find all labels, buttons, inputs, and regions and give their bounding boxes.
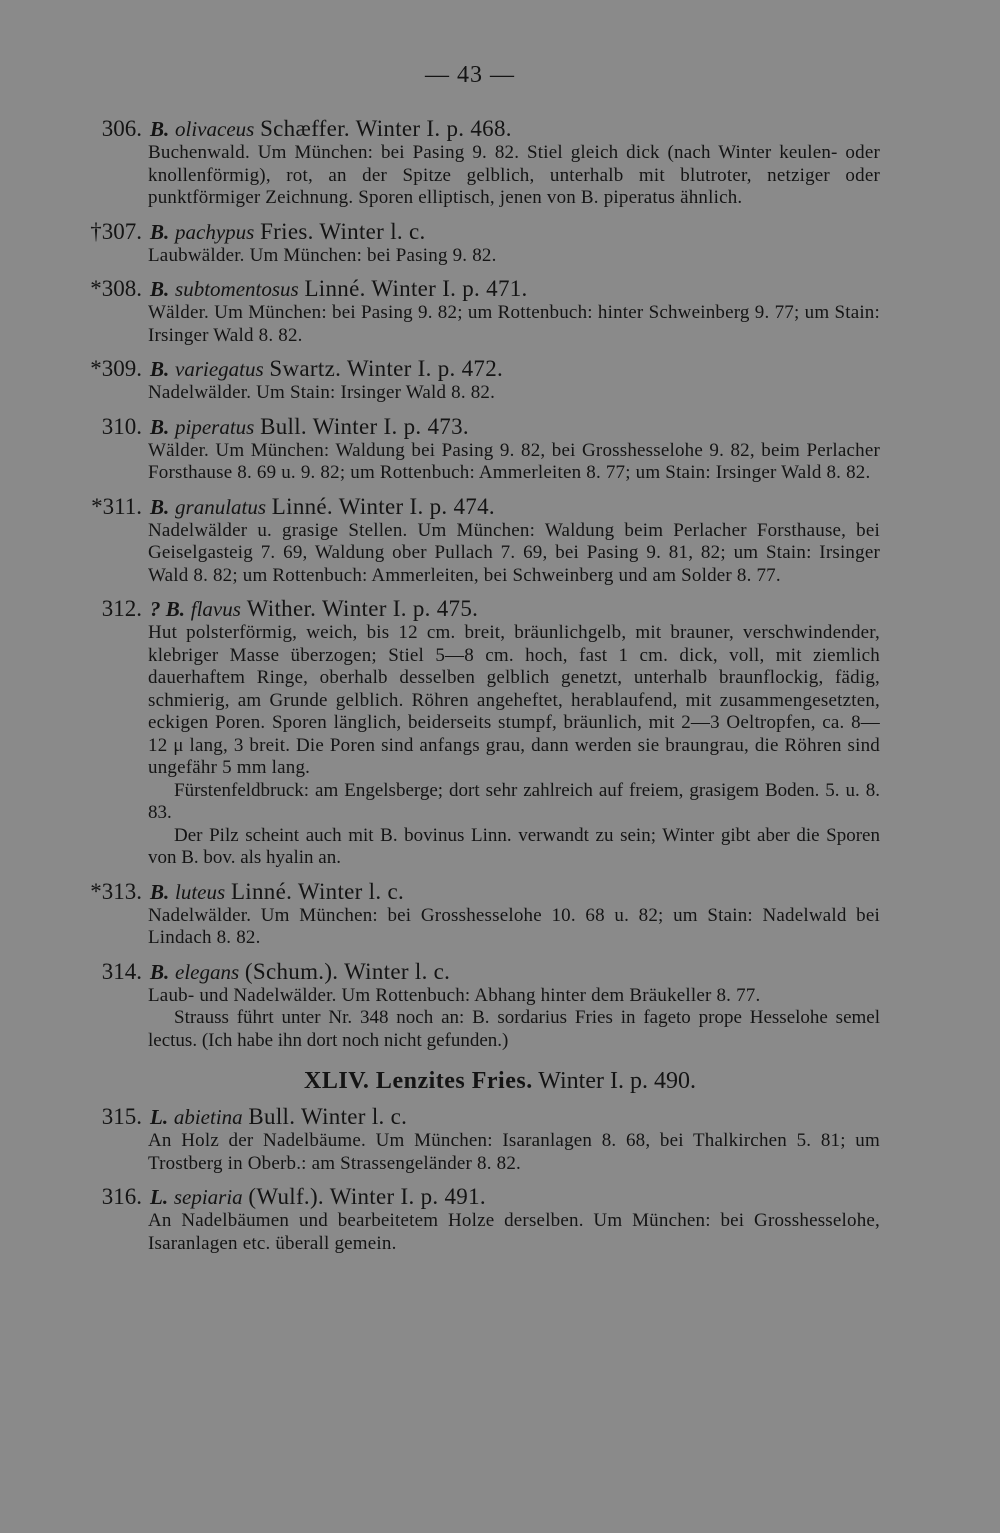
entry-heading xyxy=(80,959,880,985)
entry-number: †307. xyxy=(90,218,142,244)
species-entry xyxy=(80,959,880,1053)
entry-number: 316. xyxy=(101,1184,142,1209)
entry-number: *313. xyxy=(90,878,142,904)
author-name: (Schum.). xyxy=(244,958,339,984)
author-name: Linné. xyxy=(271,493,333,519)
literature-reference: Winter I. p. 471. xyxy=(371,276,528,301)
author-name: Swartz. xyxy=(269,356,342,381)
author-name: Wither. xyxy=(246,596,317,621)
literature-reference: Winter l. c. xyxy=(319,218,426,244)
literature-reference: Winter l. c. xyxy=(301,1104,408,1129)
species-epithet: abietina xyxy=(173,1105,243,1129)
species-entry xyxy=(80,1104,880,1175)
entry-description: Wälder. Um München: Waldung bei Pasing 9. 82, bei Grosshesselohe 9. 82, beim Perlacher Forsthause 8. 69 u. 9. 82; um Rottenbuch: Ammerleiten 8. 77; um Stain: Irsinger Wald 8. 82. xyxy=(148,439,880,483)
species-epithet: variegatus xyxy=(175,357,264,381)
genus-abbrev: ? B. xyxy=(150,597,186,621)
author-name: Linné. xyxy=(230,878,293,904)
literature-reference: Winter l. c. xyxy=(344,958,451,984)
entry-number: 315. xyxy=(101,1104,142,1129)
entry-heading xyxy=(80,879,880,905)
section-heading xyxy=(120,1066,880,1096)
species-entry xyxy=(80,494,880,588)
genus-abbrev: B. xyxy=(150,277,170,301)
entry-number: *309. xyxy=(90,356,142,381)
author-name: Linné. xyxy=(304,276,366,301)
entry-heading xyxy=(80,596,880,622)
author-name: Fries. xyxy=(260,218,314,244)
genus-abbrev: B. xyxy=(150,414,170,439)
species-epithet: olivaceus xyxy=(175,117,255,141)
entry-number: 310. xyxy=(101,413,142,439)
species-entry xyxy=(80,356,880,405)
author-name: Schæffer. xyxy=(260,116,350,141)
entry-description: Nadelwälder u. grasige Stellen. Um München: Waldung beim Perlacher Forsthause, bei Geiselgasteig 7. 69, Waldung ober Pullach 7. 69, bei Pasing 9. 81, 82; um Stain: Irsinger Wald 8. 82; um Rottenbuch: Ammerleiten, bei Schweinberg und am Solder 8. 77. xyxy=(148,519,880,586)
literature-reference: Winter I. p. 472. xyxy=(346,356,504,381)
literature-reference: Winter I. p. 468. xyxy=(355,116,512,141)
entry-heading xyxy=(80,494,880,520)
entry-heading xyxy=(80,116,880,142)
species-epithet: luteus xyxy=(175,879,226,904)
species-entry xyxy=(80,276,880,347)
species-epithet: granulatus xyxy=(175,494,267,519)
species-entry xyxy=(80,879,880,950)
entry-description: Fürstenfeldbruck: am Engelsberge; dort sehr zahlreich auf freiem, grasigem Boden. 5. u. 8. 83. xyxy=(148,779,880,823)
literature-reference: Winter l. c. xyxy=(297,878,405,904)
entry-description: Laubwälder. Um München: bei Pasing 9. 82. xyxy=(148,244,497,266)
species-entry xyxy=(80,219,880,268)
entry-number: *311. xyxy=(91,493,142,519)
entry-heading xyxy=(80,276,880,302)
entry-heading xyxy=(80,1184,880,1210)
species-entry xyxy=(80,414,880,485)
entry-heading xyxy=(80,356,880,382)
entry-description: Der Pilz scheint auch mit B. bovinus Linn. verwandt zu sein; Winter gibt aber die Sporen von B. bov. als hyalin an. xyxy=(148,824,880,868)
species-epithet: elegans xyxy=(175,959,240,984)
entry-number: 312. xyxy=(101,596,142,621)
species-epithet: pachypus xyxy=(175,219,255,244)
species-epithet: subtomentosus xyxy=(175,277,299,301)
species-entry xyxy=(80,1184,880,1255)
author-name: Bull. xyxy=(260,413,307,439)
entry-description: An Nadelbäumen und bearbeitetem Holze derselben. Um München: bei Grosshesselohe, Isaranlagen etc. überall gemein. xyxy=(148,1210,880,1254)
entry-description: Hut polsterförmig, weich, bis 12 cm. breit, bräunlichgelb, mit brauner, verschwindender, klebriger Masse überzogen; Stiel 5—8 cm. hoch, fast 1 cm. dick, voll, mit ziemlich dauerhaftem Ringe, oberhalb desselben gelblich genetzt, unterhalb braunflockig, fädig, schmierig, am Grunde gelblich. Röhren angeheftet, herablaufend, mit zusammengesetzten, eckigen Poren. Sporen länglich, beiderseits stumpf, bräunlich, mit 2—3 Oeltropfen, ca. 8—12 μ lang, 3 breit. Die Poren sind anfangs grau, dann werden sie braungrau, die Röhren sind ungefähr 5 mm lang. xyxy=(148,622,880,778)
entry-number: 306. xyxy=(101,116,142,141)
entry-number: 314. xyxy=(101,958,142,984)
genus-abbrev: B. xyxy=(150,357,170,381)
entry-list-lenzites xyxy=(80,1104,880,1255)
literature-reference: Winter I. p. 474. xyxy=(338,493,495,519)
species-epithet: piperatus xyxy=(175,414,255,439)
literature-reference: Winter I. p. 475. xyxy=(321,596,479,621)
entry-description: Strauss führt unter Nr. 348 noch an: B. sordarius Fries in fageto prope Hesselohe semel lectus. (Ich habe ihn dort noch nicht gefunden.) xyxy=(148,1007,880,1051)
genus-abbrev: B. xyxy=(150,219,170,244)
genus-abbrev: B. xyxy=(150,879,170,904)
entry-description: Wälder. Um München: bei Pasing 9. 82; um Rottenbuch: hinter Schweinberg 9. 77; um Stain: Irsinger Wald 8. 82. xyxy=(148,302,880,346)
genus-abbrev: B. xyxy=(150,494,170,519)
entry-list xyxy=(80,116,880,1052)
entry-number: *308. xyxy=(90,276,142,301)
entry-heading xyxy=(80,1104,880,1130)
entry-heading xyxy=(80,219,880,245)
genus-abbrev: L. xyxy=(150,1105,169,1129)
species-epithet: sepiaria xyxy=(173,1185,243,1209)
entry-heading xyxy=(80,414,880,440)
section-label: XLIV. Lenzites Fries. xyxy=(304,1068,533,1094)
page-content xyxy=(80,116,880,1255)
entry-description: Buchenwald. Um München: bei Pasing 9. 82. Stiel gleich dick (nach Winter keulen- oder knollenförmig), rot, an der Spitze gelblich, unterhalb mit blutroter, netziger oder punktförmiger Zeichnung. Sporen elliptisch, jenen von B. piperatus ähnlich. xyxy=(148,142,880,208)
species-entry xyxy=(80,116,880,210)
literature-reference: Winter I. p. 473. xyxy=(312,413,469,439)
page-number: — 43 — xyxy=(425,62,515,88)
species-entry xyxy=(80,596,880,870)
author-name: (Wulf.). xyxy=(248,1184,324,1209)
entry-description: Nadelwälder. Um München: bei Grosshesselohe 10. 68 u. 82; um Stain: Nadelwald bei Lindach 8. 82. xyxy=(148,904,880,948)
entry-description: Nadelwälder. Um Stain: Irsinger Wald 8. 82. xyxy=(148,382,496,403)
entry-description: Laub- und Nadelwälder. Um Rottenbuch: Abhang hinter dem Bräukeller 8. 77. xyxy=(148,984,761,1006)
author-name: Bull. xyxy=(248,1104,296,1129)
species-epithet: flavus xyxy=(190,597,241,621)
section-reference: Winter I. p. 490. xyxy=(538,1068,696,1094)
entry-description: An Holz der Nadelbäume. Um München: Isaranlagen 8. 68, bei Thalkirchen 5. 81; um Trostberg in Oberb.: am Strassengeländer 8. 82. xyxy=(148,1130,880,1174)
literature-reference: Winter I. p. 491. xyxy=(329,1184,486,1209)
genus-abbrev: B. xyxy=(150,959,170,984)
genus-abbrev: L. xyxy=(150,1185,169,1209)
genus-abbrev: B. xyxy=(150,117,170,141)
